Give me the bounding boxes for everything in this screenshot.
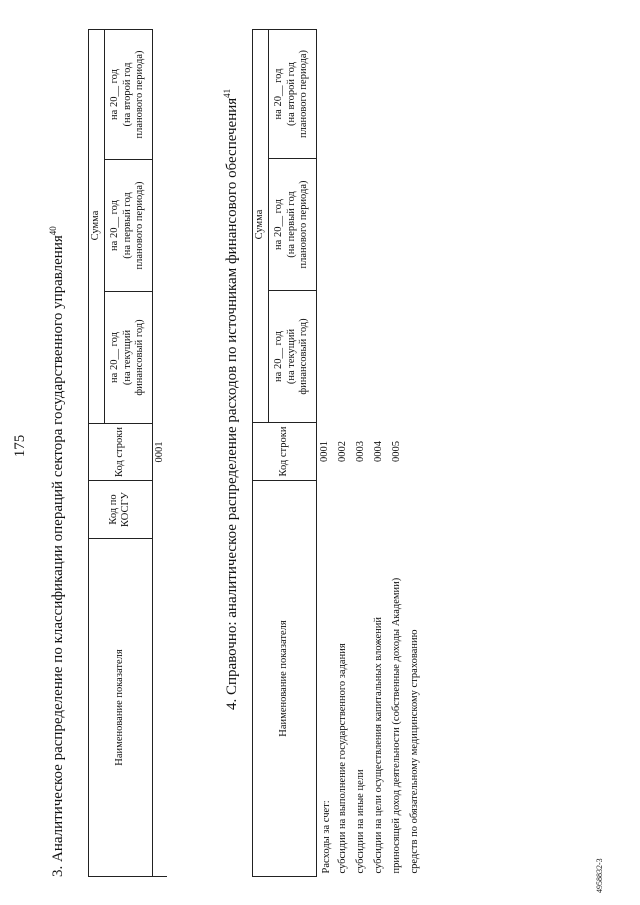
s4-year-current-line1: на 20__ год xyxy=(273,331,285,382)
s3-year-second-line1: на 20__ год xyxy=(109,69,121,120)
s4-year-current-line2: (на текущий xyxy=(285,328,297,385)
s4-row-label: средств по обязательному медицинскому страхованию xyxy=(408,629,420,874)
s3-year-first-line3: планового периода) xyxy=(134,181,146,270)
table-row xyxy=(334,30,352,877)
footer-document-code: 4958832-3 xyxy=(595,858,604,893)
s3-header-year-second xyxy=(104,30,152,160)
s3-year-current-line2: (на текущий xyxy=(121,329,133,386)
section3-footnote: 40 xyxy=(48,226,58,236)
s3-header-year-first xyxy=(104,160,152,292)
section3-table xyxy=(88,29,167,877)
s4-row-label: Расходы за счет: xyxy=(320,800,332,874)
s3-header-code: Код строки xyxy=(89,424,153,481)
table-row xyxy=(152,30,167,877)
s4-year-second-line3: планового периода) xyxy=(298,49,310,139)
s3-header-name: Наименование показателя xyxy=(89,539,153,877)
s3-year-second-line2: (на второй год xyxy=(121,62,133,127)
s3-row-code: 0001 xyxy=(153,441,165,463)
s4-row-label: субсидии на иные цели xyxy=(354,769,366,874)
s4-header-code: Код строки xyxy=(253,423,317,481)
s4-row-code: 0004 xyxy=(372,441,384,462)
s4-row-label: приносящей доход деятельности (собственные доходы Академии) xyxy=(390,577,402,874)
s4-header-name: Наименование показателя xyxy=(253,481,317,877)
s4-year-first-line3: планового периода) xyxy=(298,180,310,269)
section4-title-text: 4. Справочно: аналитическое распределение расходов по источникам финансового обеспечения xyxy=(224,97,240,710)
s3-header-kosgu: Код по КОСГУ xyxy=(89,481,153,539)
table-row xyxy=(388,30,406,877)
section3-title-text: 3. Аналитическое распределение по классификации операций сектора государственного управления xyxy=(50,235,66,877)
s4-row-label: субсидии на выполнение государственного задания xyxy=(336,643,348,874)
page-number: 175 xyxy=(12,434,28,458)
s4-year-current-line3: финансовый год) xyxy=(298,318,310,395)
s4-year-second-line2: (на второй год xyxy=(285,62,297,126)
s4-year-first-line2: (на первый год xyxy=(285,191,297,258)
s4-row-code: 0003 xyxy=(354,441,366,462)
table-row xyxy=(352,30,370,877)
s3-year-first-line2: (на первый год xyxy=(121,192,133,259)
s4-row-code: 0002 xyxy=(336,441,348,462)
s3-year-current-line1: на 20__ год xyxy=(109,332,121,383)
s3-header-sum: Сумма xyxy=(89,160,104,292)
section4-footnote: 41 xyxy=(222,88,232,98)
s4-year-first-line1: на 20__ год xyxy=(273,199,285,250)
s4-header-sum: Сумма xyxy=(253,159,269,291)
s4-row-label: субсидии на цели осуществления капитальных вложений xyxy=(372,616,384,874)
s4-row-code: 0001 xyxy=(319,441,331,462)
section3-title xyxy=(48,226,67,877)
s3-year-current-line3: финансовый год) xyxy=(134,319,146,396)
s4-year-second-line1: на 20__ год xyxy=(273,68,285,120)
table-row xyxy=(370,30,388,877)
s3-year-second-line3: планового периода) xyxy=(134,50,146,139)
section4-title xyxy=(222,89,241,710)
s3-header-year-current xyxy=(104,292,152,424)
table-row xyxy=(316,30,334,877)
table-row xyxy=(406,30,424,877)
s4-header-year-first xyxy=(268,159,316,291)
s4-header-year-second xyxy=(268,30,316,159)
s3-year-first-line1: на 20__ год xyxy=(109,200,121,251)
s4-row-code: 0005 xyxy=(390,441,402,462)
s4-header-year-current xyxy=(268,291,316,423)
s4-row-code xyxy=(406,423,424,481)
section4-table xyxy=(252,29,424,877)
